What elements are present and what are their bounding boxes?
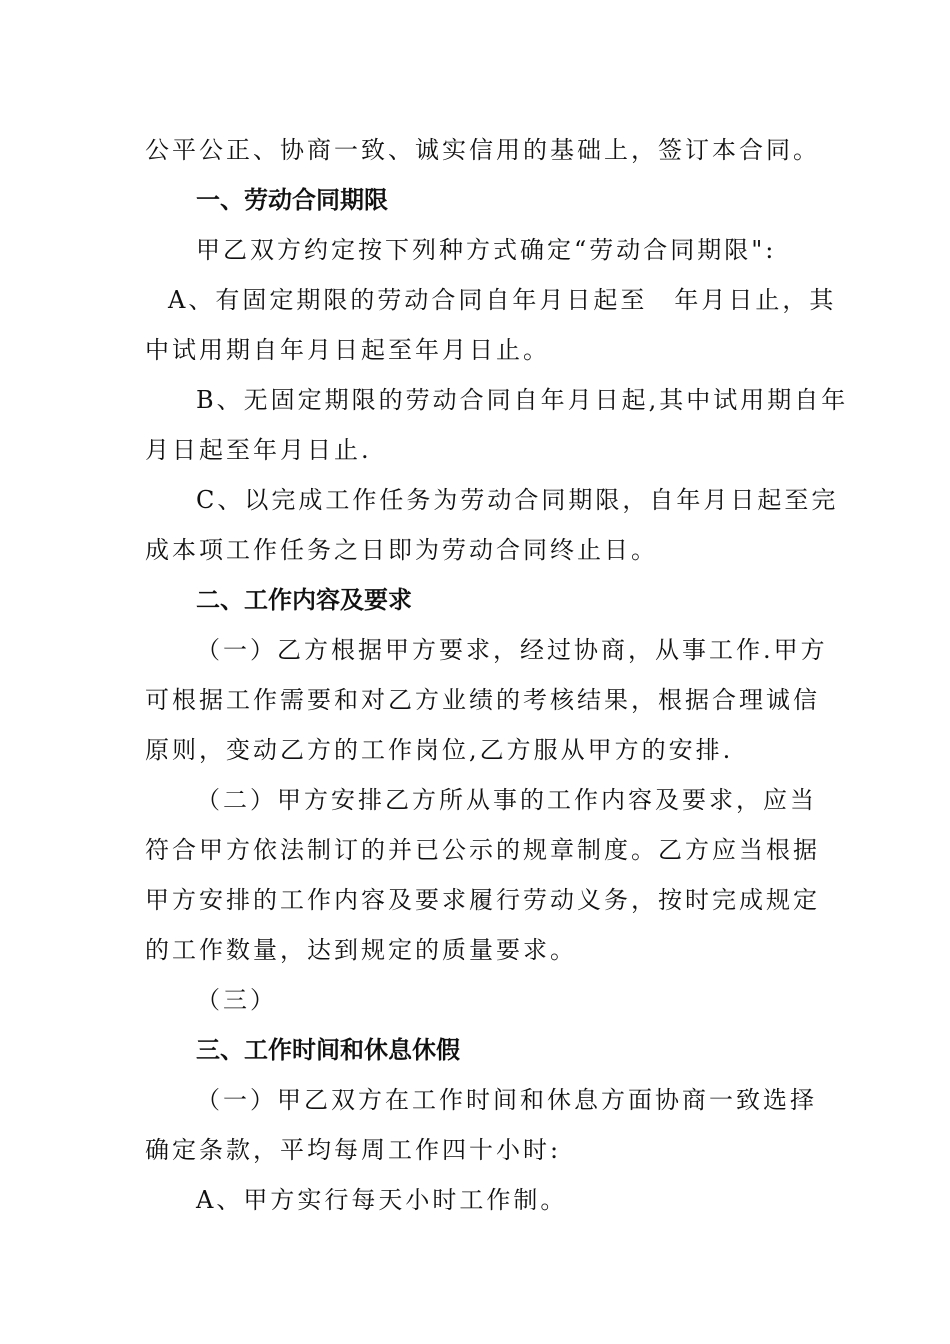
paragraph-line: 原则，变动乙方的工作岗位,乙方服从甲方的安排. — [145, 736, 734, 764]
paragraph-line: 甲方安排的工作内容及要求履行劳动义务，按时完成规定 — [145, 886, 820, 914]
paragraph-line: 成本项工作任务之日即为劳动合同终止日。 — [145, 536, 658, 564]
section-heading-work-content: 二、工作内容及要求 — [196, 586, 412, 614]
paragraph-line: （一）甲乙双方在工作时间和休息方面协商一致选择 — [196, 1086, 817, 1114]
paragraph-line: 确定条款，平均每周工作四十小时: — [145, 1136, 562, 1164]
paragraph-line: （一）乙方根据甲方要求，经过协商，从事工作.甲方 — [196, 636, 828, 664]
section-heading-contract-term: 一、劳动合同期限 — [196, 186, 388, 214]
paragraph-line: 月日起至年月日止. — [145, 436, 372, 464]
option-b-line: B、无固定期限的劳动合同自年月日起,其中试用期自年 — [196, 386, 849, 414]
paragraph-line: 公平公正、协商一致、诚实信用的基础上，签订本合同。 — [145, 136, 820, 164]
paragraph-line: （二）甲方安排乙方所从事的工作内容及要求，应当 — [196, 786, 817, 814]
section-heading-work-hours: 三、工作时间和休息休假 — [196, 1036, 460, 1064]
paragraph-line: 符合甲方依法制订的并已公示的规章制度。乙方应当根据 — [145, 836, 820, 864]
paragraph-line: 可根据工作需要和对乙方业绩的考核结果，根据合理诚信 — [145, 686, 820, 714]
paragraph-line: 甲乙双方约定按下列种方式确定“劳动合同期限": — [196, 236, 777, 264]
paragraph-line: A、甲方实行每天小时工作制。 — [196, 1186, 568, 1214]
paragraph-line: （三） — [196, 986, 277, 1014]
paragraph-line: 的工作数量，达到规定的质量要求。 — [145, 936, 577, 964]
option-c-line: C、以完成工作任务为劳动合同期限，自年月日起至完 — [196, 486, 839, 514]
paragraph-line: 中试用期自年月日起至年月日止。 — [145, 336, 550, 364]
option-a-line: A、有固定期限的劳动合同自年月日起至 年月日止，其 — [168, 286, 837, 314]
